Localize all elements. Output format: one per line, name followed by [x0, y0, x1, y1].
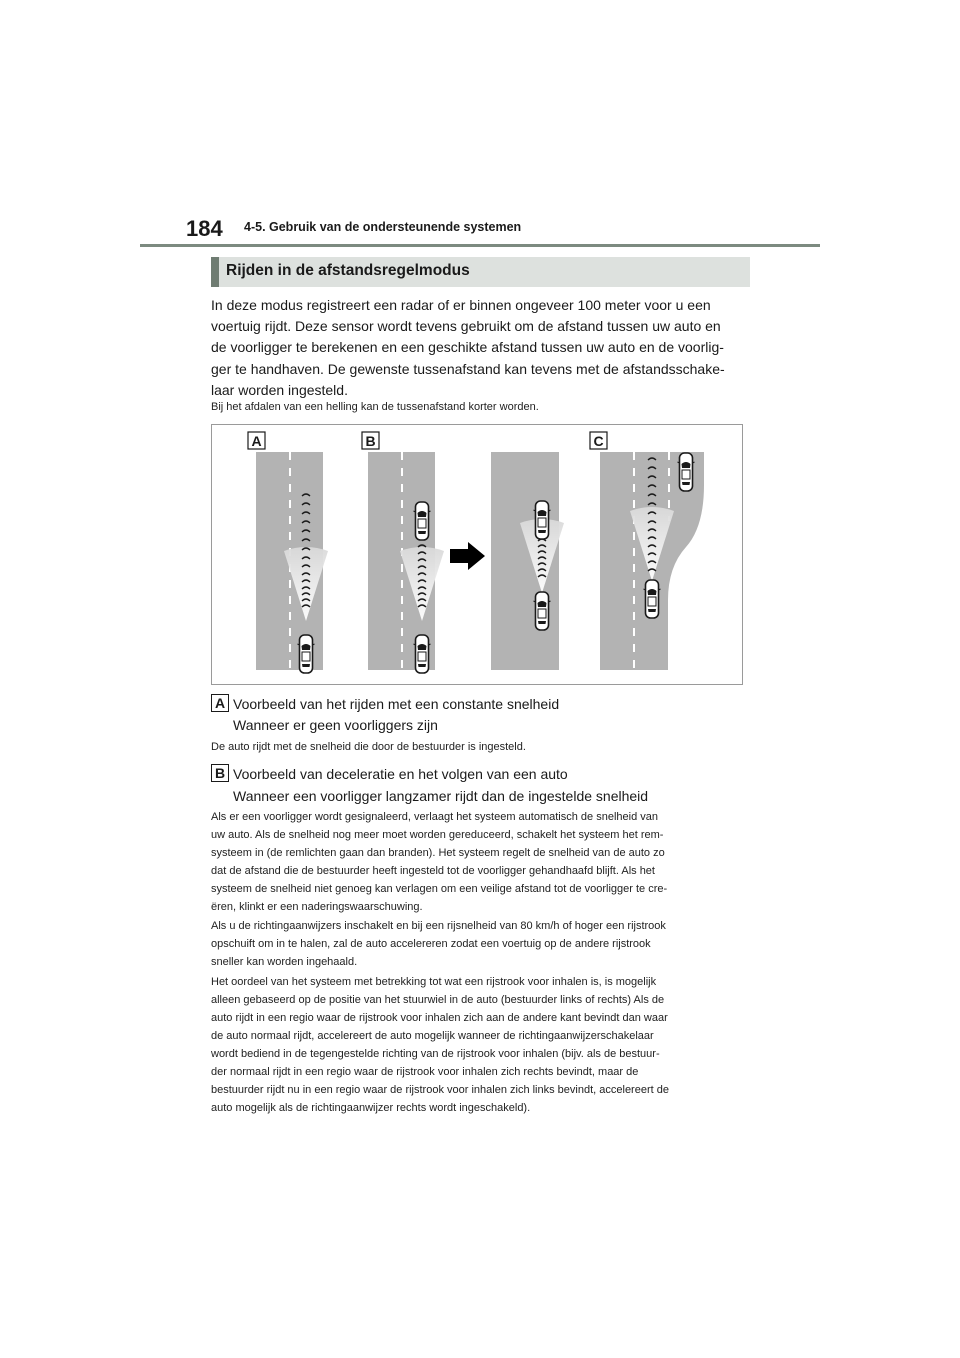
item-b-title: Voorbeeld van deceleratie en het volgen van een auto — [233, 766, 568, 782]
text-line: der normaal rijdt in een regio waar de rijstrook voor inhalen zich rechts bevindt, maar de — [211, 1066, 639, 1078]
section-header-bar — [211, 257, 219, 287]
text-line: sneller kan worden ingehaald. — [211, 956, 358, 968]
chapter-title: 4-5. Gebruik van de ondersteunende systemen — [244, 220, 522, 234]
text-line: Als er een voorligger wordt gesignaleerd, verlaagt het systeem automatisch de snelheid van — [211, 811, 658, 823]
arrow-right-icon — [450, 542, 485, 570]
svg-text:B: B — [365, 433, 376, 449]
item-b-paragraph-3 — [211, 973, 751, 1117]
item-b-subtitle: Wanneer een voorligger langzamer rijdt dan de ingestelde snelheid — [233, 788, 649, 804]
item-a-title: Voorbeeld van het rijden met een constante snelheid — [233, 696, 560, 712]
panel-c — [600, 452, 704, 670]
own-car — [644, 580, 661, 618]
item-a-text: De auto rijdt met de snelheid die door de bestuurder is ingesteld. — [211, 741, 526, 753]
item-a-subtitle: Wanneer er geen voorliggers zijn — [233, 717, 438, 733]
text-line: de auto normaal rijdt, accelereert de auto mogelijk wanneer de richtingaanwijzerschakelaar — [211, 1030, 654, 1042]
preceding-car — [534, 501, 551, 539]
text-line: Het oordeel van het systeem met betrekking tot wat een rijstrook voor inhalen is, is mogelijk — [211, 976, 657, 988]
intro-line: de voorligger te berekenen en een geschikte afstand tussen uw auto en de voorlig- — [211, 339, 724, 356]
panel-a — [256, 452, 328, 673]
label-a — [248, 432, 265, 449]
item-b-paragraph-1 — [211, 808, 751, 916]
panel-b — [368, 452, 444, 673]
intro-paragraph — [211, 295, 751, 401]
item-b-letter: B — [211, 764, 229, 783]
text-line: systeem in (de remlichten gaan dan branden). Het systeem regelt de snelheid van de auto zo — [211, 847, 665, 859]
text-line: wordt bediend in de tegengestelde richting van de rijstrook voor inhalen (bijv. als de bestuur- — [211, 1048, 660, 1060]
intro-line: In deze modus registreert een radar of er binnen ongeveer 100 meter voor u een — [211, 297, 711, 313]
own-car — [534, 592, 551, 630]
text-line: ëren, klinkt er een naderingswaarschuwing. — [211, 901, 423, 913]
label-c — [590, 432, 607, 449]
merging-car — [678, 453, 695, 491]
acc-illustration-svg — [212, 425, 742, 684]
item-b-paragraph-2 — [211, 917, 751, 971]
intro-line: ger te handhaven. De gewenste tussenafstand kan tevens met de afstandsschake- — [211, 360, 725, 377]
text-line: auto mogelijk als de richtingaanwijzer rechts wordt ingeschakeld). — [211, 1102, 531, 1114]
own-car — [414, 635, 431, 673]
svg-text:C: C — [593, 433, 604, 449]
page-number: 184 — [186, 216, 223, 241]
item-a-letter: A — [211, 694, 229, 713]
intro-line: laar worden ingesteld. — [211, 381, 348, 398]
text-line: opschuift om in te halen, zal de auto accelereren zodat een voertuig op de andere rijstrook — [211, 938, 651, 950]
header-rule — [140, 244, 820, 247]
panel-b-result — [491, 452, 564, 670]
acc-illustration — [211, 424, 743, 685]
preceding-car — [414, 502, 431, 540]
svg-text:A: A — [251, 433, 262, 449]
section-title: Rijden in de afstandsregelmodus — [226, 262, 470, 279]
text-line: alleen gebaseerd op de positie van het stuurwiel in de auto (bestuurder links of rechts) Als de — [211, 994, 665, 1006]
text-line: systeem de snelheid niet genoeg kan verlagen om een veilige afstand tot de voorligger te cre- — [211, 883, 668, 895]
text-line: uw auto. Als de snelheid nog meer moet worden gereduceerd, schakelt het systeem het rem- — [211, 829, 664, 841]
text-line: bestuurder rijdt nu in een regio waar de rijstrook voor inhalen zich links bevindt, accelereert de — [211, 1084, 669, 1096]
section-header — [211, 257, 750, 287]
text-line: auto rijdt in een regio waar de rijstrook voor inhalen zich aan de andere kant bevindt dan waar — [211, 1012, 668, 1024]
intro-note: Bij het afdalen van een helling kan de tussenafstand korter worden. — [211, 401, 539, 413]
text-line: dat de afstand die de bestuurder heeft ingesteld tot de voorligger gehandhaafd blijft. Als het — [211, 865, 655, 877]
own-car — [298, 635, 315, 673]
intro-line: voertuig rijdt. Deze sensor wordt tevens gebruikt om de afstand tussen uw auto en — [211, 318, 721, 335]
text-line: Als u de richtingaanwijzers inschakelt en bij een rijsnelheid van 80 km/h of hoger een rijstrook — [211, 920, 666, 932]
label-b — [362, 432, 379, 449]
